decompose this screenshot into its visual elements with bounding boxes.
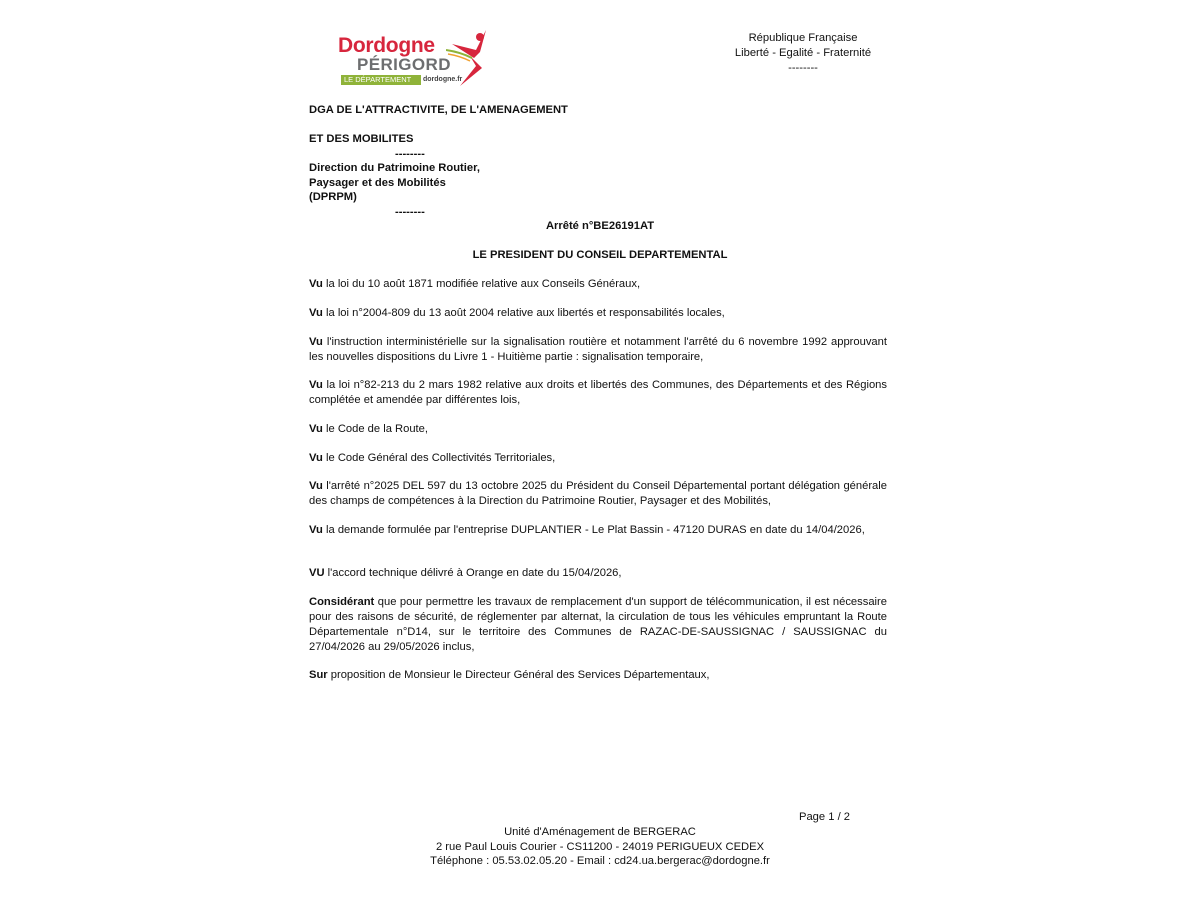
footer-unit: Unité d'Aménagement de BERGERAC <box>504 826 696 838</box>
issuer-separator-1: -------- <box>395 148 425 160</box>
republic-separator: -------- <box>788 62 818 74</box>
clause-text: la loi n°2004-809 du 13 août 2004 relative aux libertés et responsabilités locales, <box>322 307 725 319</box>
clause-sur <box>309 668 709 683</box>
clause-text: le Code Général des Collectivités Territoriales, <box>322 452 556 464</box>
direction-line1: Direction du Patrimoine Routier, <box>309 162 480 174</box>
clause-lead: Vu <box>309 336 323 348</box>
direction-line3: (DPRPM) <box>309 191 357 203</box>
clause-8 <box>309 523 887 538</box>
issuer-line1: DGA DE L'ATTRACTIVITE, DE L'AMENAGEMENT <box>309 104 568 116</box>
clause-text: proposition de Monsieur le Directeur Général des Services Départementaux, <box>327 669 710 681</box>
clause-9 <box>309 566 622 581</box>
clause-lead: Vu <box>309 452 323 464</box>
clause-lead: Sur <box>309 669 328 681</box>
direction-line2: Paysager et des Mobilités <box>309 177 446 189</box>
authority-title: LE PRESIDENT DU CONSEIL DEPARTEMENTAL <box>472 249 728 261</box>
clause-text: la loi du 10 août 1871 modifiée relative aux Conseils Généraux, <box>322 278 641 290</box>
clause-lead: Vu <box>309 379 323 391</box>
page-number: Page 1 / 2 <box>799 811 851 823</box>
clause-lead: Vu <box>309 423 323 435</box>
clause-lead: Vu <box>309 307 323 319</box>
republic-header <box>703 31 903 76</box>
clause-text: l'accord technique délivré à Orange en date du 15/04/2026, <box>324 567 622 579</box>
clause-text: le Code de la Route, <box>322 423 428 435</box>
logo-band-departement: LE DÉPARTEMENT <box>341 75 421 85</box>
logo-site: dordogne.fr <box>423 76 463 83</box>
issuer-separator-2: -------- <box>395 206 425 218</box>
republic-name: République Française <box>748 32 858 44</box>
clause-lead: Considérant <box>309 596 375 608</box>
footer-address: 2 rue Paul Louis Courier - CS11200 - 24019 PERIGUEUX CEDEX <box>435 841 765 853</box>
clause-lead: VU <box>309 567 325 579</box>
clause-3 <box>309 335 887 365</box>
clause-lead: Vu <box>309 480 323 492</box>
clause-text: la demande formulée par l'entreprise DUPLANTIER - Le Plat Bassin - 47120 DURAS en date du 14/04/2026, <box>322 524 865 536</box>
clause-5 <box>309 422 428 437</box>
clause-text: l'instruction interministérielle sur la signalisation routière et notamment l'arrêté du 6 novembre 1992 approuvant les nouvelles dispositions du Livre 1 - Huitième partie : signalisation temporaire, <box>309 336 887 363</box>
clause-6 <box>309 451 555 466</box>
dordogne-perigord-logo <box>338 28 488 90</box>
logo-wordmark-perigord: PÉRIGORD <box>357 55 451 74</box>
clause-lead: Vu <box>309 524 323 536</box>
clause-text: la loi n°82-213 du 2 mars 1982 relative aux droits et libertés des Communes, des Départements et des Régions complétée et amendée par différentes lois, <box>309 379 887 406</box>
clause-7 <box>309 479 887 509</box>
clause-4 <box>309 378 887 408</box>
clause-2 <box>309 306 725 321</box>
clause-text: l'arrêté n°2025 DEL 597 du 13 octobre 2025 du Président du Conseil Départemental portant délégation générale des champs de compétences à la Direction du Patrimoine Routier, Paysager et des Mobilités, <box>309 480 887 507</box>
footer-contact: Téléphone : 05.53.02.05.20 - Email : cd24.ua.bergerac@dordogne.fr <box>430 855 770 867</box>
clause-considerant <box>309 595 887 655</box>
logo-wordmark-dordogne: Dordogne <box>338 34 435 57</box>
clause-1 <box>309 277 640 292</box>
arrete-number: Arrêté n°BE26191AT <box>545 220 655 232</box>
clause-text: que pour permettre les travaux de remplacement d'un support de télécommunication, il est nécessaire pour des raisons de sécurité, de réglementer par alternat, la circulation de tous les véhicules empruntant la Route Départementale n°D14, sur le territoire des Communes de RAZAC-DE-SAUSSIGNAC / SAUSSIGNAC du 27/04/2026 au 29/05/2026 inclus, <box>309 596 887 653</box>
issuer-line2: ET DES MOBILITES <box>309 133 414 145</box>
republic-motto: Liberté - Egalité - Fraternité <box>734 47 872 59</box>
logo-figure-icon <box>446 28 490 86</box>
clause-lead: Vu <box>309 278 323 290</box>
